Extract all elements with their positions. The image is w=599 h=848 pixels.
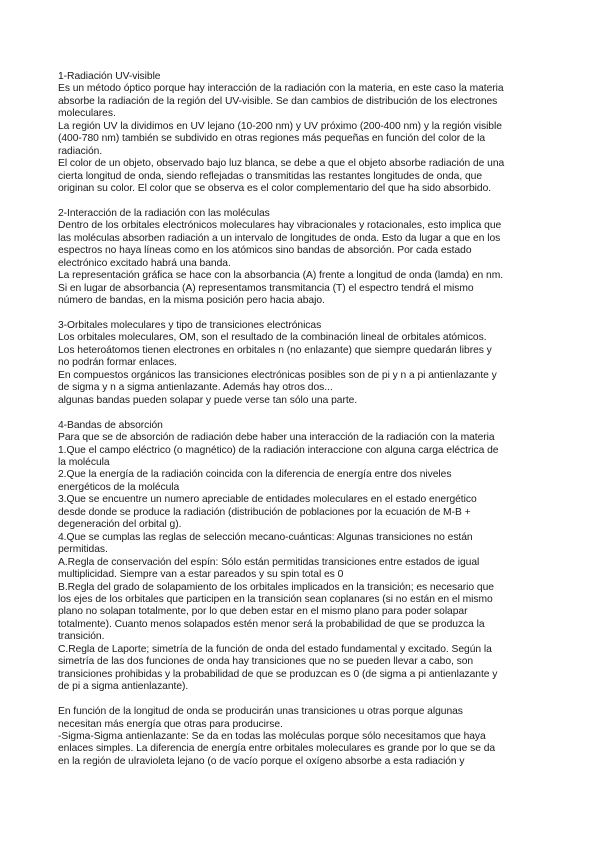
text-line: 1.Que el campo eléctrico (o magnético) de la radiación interaccione con alguna carga eléctrica de bbox=[58, 444, 499, 456]
text-line: energéticos de la molécula bbox=[58, 481, 180, 493]
text-line: cierta longitud de onda, siendo reflejadas o transmitidas las restantes longitudes de onda, que bbox=[58, 170, 482, 182]
section-gap bbox=[58, 407, 555, 419]
text-line: de pi a sigma antienlazante). bbox=[58, 681, 189, 693]
text-line: transiciones prohibidas y la probabilidad de que se produzcan es 0 (de sigma a pi antienlazante y bbox=[58, 668, 498, 680]
text-line: multiplicidad. Siempre van a estar pareados y su spin total es 0 bbox=[58, 569, 344, 581]
text-line: Los heteroátomos tienen electrones en orbitales n (no enlazante) que siempre quedarán libres y bbox=[58, 344, 492, 356]
text-line: En compuestos orgánicos las transiciones electrónicas posibles son de pi y n a pi antienlazante y bbox=[58, 369, 497, 381]
text-line: plano no solapan totalmente, por lo que deben estar en el mismo plano para poder solapar bbox=[58, 606, 468, 618]
document-section bbox=[58, 320, 555, 407]
section-heading: 1-Radiación UV-visible bbox=[58, 71, 161, 82]
text-line: de sigma y n a sigma antienlazante. Además hay otros dos... bbox=[58, 382, 333, 394]
document-section bbox=[58, 208, 555, 308]
section-heading: 4-Bandas de absorción bbox=[58, 419, 163, 431]
text-line: algunas bandas pueden solapar y puede verse tan sólo una parte. bbox=[58, 394, 358, 406]
text-line: Si en lugar de absorbancia (A) representamos transmitancia (T) el espectro tendrá el mismo bbox=[58, 282, 474, 294]
section-gap bbox=[58, 308, 555, 320]
text-line: Dentro de los orbitales electrónicos moleculares hay vibracionales y rotacionales, esto implica que bbox=[58, 220, 502, 232]
section-gap bbox=[58, 196, 555, 208]
text-line: El color de un objeto, observado bajo luz blanca, se debe a que el objeto absorbe radiación de una bbox=[58, 158, 505, 170]
document-section bbox=[58, 71, 555, 196]
text-line: la molécula bbox=[58, 457, 110, 468]
section-gap bbox=[58, 694, 555, 706]
text-line: originan su color. El color que se observa es el color complementario del que ha sido absorbido. bbox=[58, 183, 492, 195]
section-heading: 3-Orbitales moleculares y tipo de transiciones electrónicas bbox=[58, 320, 322, 332]
section-heading: 2-Interacción de la radiación con las moléculas bbox=[58, 207, 270, 219]
text-line: (400-780 nm) también se subdivido en otras regiones más pequeñas en función del color de la bbox=[58, 133, 486, 145]
text-line: Para que se de absorción de radiación debe haber una interacción de la radiación con la materia bbox=[58, 432, 495, 444]
text-line: La representación gráfica se hace con la absorbancia (A) frente a longitud de onda (lamda) en nm. bbox=[58, 270, 504, 282]
text-line: -Sigma-Sigma antienlazante: Se da en todas las moléculas porque sólo necesitamos que haya bbox=[58, 730, 486, 742]
document-section bbox=[58, 420, 555, 694]
text-line: enlaces simples. La diferencia de energía entre orbitales moleculares es grande por lo que se da bbox=[58, 743, 496, 755]
text-line: B.Regla del grado de solapamiento de los orbitales implicados en la transición; es necesario que bbox=[58, 581, 494, 593]
text-line: 3.Que se encuentre un numero apreciable de entidades moleculares en el estado energético bbox=[58, 494, 477, 506]
text-line: 2.Que la energía de la radiación coincida con la diferencia de energía entre dos niveles bbox=[58, 469, 452, 481]
text-line: La región UV la dividimos en UV lejano (10-200 nm) y UV próximo (200-400 nm) y la región visible bbox=[58, 120, 502, 132]
text-line: permitidas. bbox=[58, 544, 108, 556]
text-line: número de bandas, en la misma posición pero hacia abajo. bbox=[58, 295, 325, 307]
text-line: necesitan más energía que otras para producirse. bbox=[58, 718, 283, 730]
text-line: Los orbitales moleculares, OM, son el resultado de la combinación lineal de orbitales atómicos. bbox=[58, 332, 487, 344]
text-line: degeneración del orbital g). bbox=[58, 519, 182, 531]
text-line: no podrán formar enlaces. bbox=[58, 357, 177, 369]
text-line: electrónico excitado habrá una banda. bbox=[58, 257, 231, 269]
text-line: A.Regla de conservación del espín: Sólo están permitidas transiciones entre estados de igual bbox=[58, 556, 480, 568]
text-line: totalmente). Cuanto menos solapados estén menor será la probabilidad de que se produzca la bbox=[58, 618, 485, 630]
text-line: En función de la longitud de onda se producirán unas transiciones u otras porque algunas bbox=[58, 706, 463, 718]
text-line: en la región de ulravioleta lejano (o de vacío porque el oxígeno absorbe a esta radiación y bbox=[58, 755, 465, 767]
text-line: moleculares. bbox=[58, 108, 116, 120]
text-line: absorbe la radiación de la región del UV-visible. Se dan cambios de distribución de los electrones bbox=[58, 95, 498, 107]
text-line: 4.Que se cumplas las reglas de selección mecano-cuánticas: Algunas transiciones no están bbox=[58, 531, 473, 543]
text-line: radiación. bbox=[58, 145, 103, 157]
text-line: las moléculas absorben radiación a un intervalo de longitudes de onda. Esto da lugar a que en los bbox=[58, 232, 501, 244]
text-line: simetría de las dos funciones de onda hay transiciones que no se pueden llevar a cabo, son bbox=[58, 656, 474, 668]
text-line: los ejes de los orbitales que participen en la transición sean coplanares (si no están en el mismo bbox=[58, 593, 493, 605]
text-line: transición. bbox=[58, 631, 105, 643]
text-line: Es un método óptico porque hay interacción de la radiación con la materia, en este caso la materia bbox=[58, 83, 504, 95]
text-line: desde donde se produce la radiación (distribución de poblaciones por la ecuación de M-B + bbox=[58, 506, 471, 518]
text-line: espectros no haya líneas como en los atómicos sino bandas de absorción. Por cada estado bbox=[58, 245, 472, 257]
text-line: C.Regla de Laporte; simetría de la función de onda del estado fundamental y excitado. Según la bbox=[58, 643, 492, 655]
document-section bbox=[58, 706, 555, 768]
